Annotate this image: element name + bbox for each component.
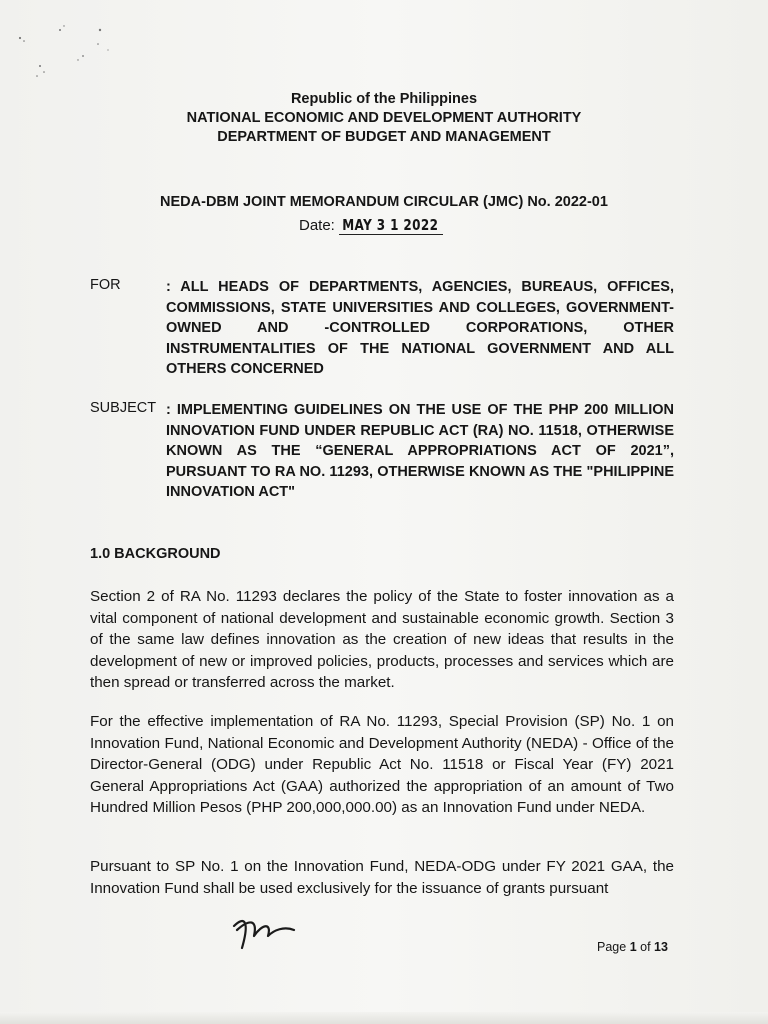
page-total: 13 xyxy=(654,940,668,954)
date-label: Date: xyxy=(298,217,335,234)
initials-signature xyxy=(228,908,298,954)
page-prefix: Page xyxy=(597,940,627,954)
date-stamp: MAY 3 1 2022 xyxy=(339,216,443,235)
paragraph: Section 2 of RA No. 11293 declares the policy of the State to foster innovation as a vital component of national development and sustainable economic growth. Section 3 of the same law defines innovation as the creation of new ideas that results in the development of new or improved policies, products, processes and services which are then spread or transferred across the market. xyxy=(90,588,674,691)
subject-label: SUBJECT xyxy=(90,400,157,416)
header-dbm: DEPARTMENT OF BUDGET AND MANAGEMENT xyxy=(217,129,551,145)
paragraph: Pursuant to SP No. 1 on the Innovation Fund, NEDA-ODG under FY 2021 GAA, the Innovation Fund shall be used exclusively for the issuance of grants pursuant xyxy=(90,858,674,897)
header-neda: NATIONAL ECONOMIC AND DEVELOPMENT AUTHORITY xyxy=(186,110,582,126)
for-label: FOR xyxy=(90,277,121,293)
letterhead xyxy=(0,90,768,147)
date-line xyxy=(0,216,768,235)
page-of: of xyxy=(640,940,651,954)
scan-bottom-edge xyxy=(0,1012,768,1024)
page-current: 1 xyxy=(629,940,637,954)
circular-title: NEDA-DBM JOINT MEMORANDUM CIRCULAR (JMC) No. 2022-01 xyxy=(160,194,608,210)
header-republic: Republic of the Philippines xyxy=(290,91,478,107)
for-recipients: : ALL HEADS OF DEPARTMENTS, AGENCIES, BUREAUS, OFFICES, COMMISSIONS, STATE UNIVERSITIES AND COLLEGES, GOVERNMENT-OWNED AND -CONTROLLED CORPORATIONS, OTHER INSTRUMENTALITIES OF THE NATIONAL GOVERNMENT AND ALL OTHERS CONCERNED xyxy=(166,279,674,377)
paragraph: For the effective implementation of RA No. 11293, Special Provision (SP) No. 1 on Innovation Fund, National Economic and Development Authority (NEDA) - Office of the Director-General (ODG) under Republic Act No. 11518 or Fiscal Year (FY) 2021 General Appropriations Act (GAA) authorized the appropriation of an amount of Two Hundred Million Pesos (PHP 200,000,000.00) as an Innovation Fund under NEDA. xyxy=(90,713,674,816)
section-heading: 1.0 BACKGROUND xyxy=(90,546,221,562)
scan-specks xyxy=(0,0,140,90)
subject-text: : IMPLEMENTING GUIDELINES ON THE USE OF THE PHP 200 MILLION INNOVATION FUND UNDER REPUBLIC ACT (RA) NO. 11518, OTHERWISE KNOWN AS THE “GENERAL APPROPRIATIONS ACT OF 2021”, PURSUANT TO RA NO. 11293, OTHERWISE KNOWN AS THE "PHILIPPINE INNOVATION ACT" xyxy=(166,402,674,500)
page-number xyxy=(597,940,668,954)
